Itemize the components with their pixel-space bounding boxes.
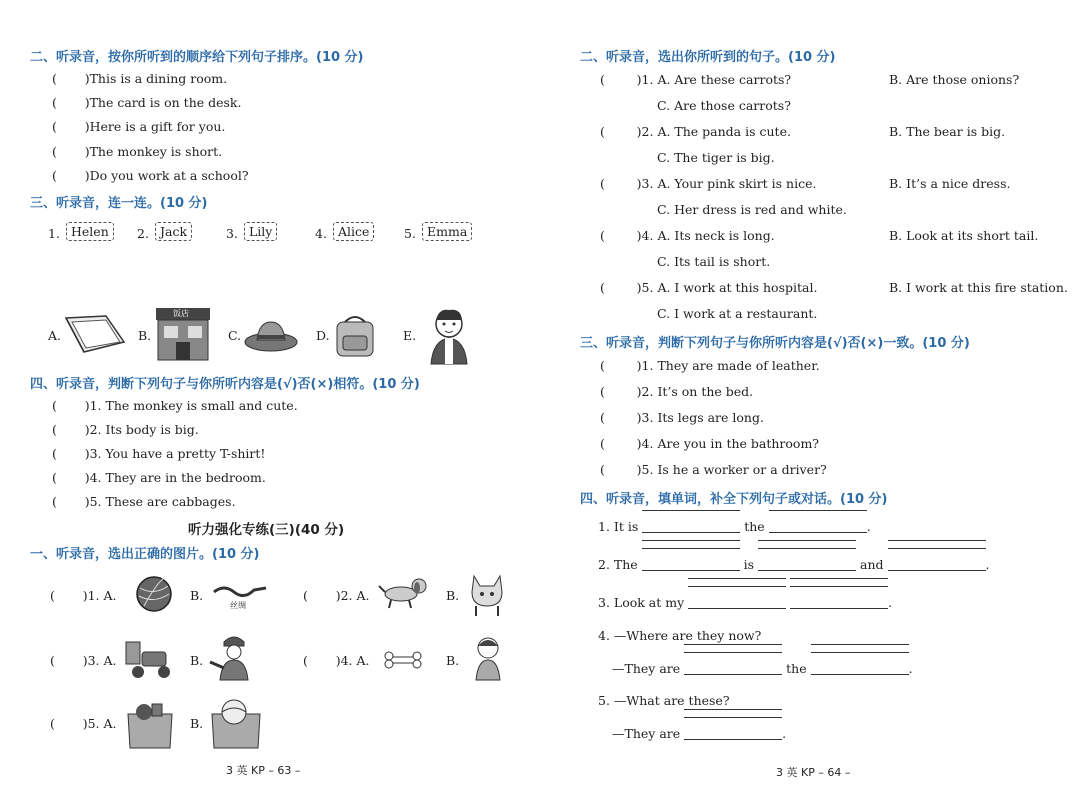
blank-field[interactable] <box>688 594 786 609</box>
choice-row: ( )4. A. Its neck is long. <box>600 228 775 243</box>
name-box-alice: Alice <box>333 222 374 241</box>
name-num: 3. <box>226 226 238 241</box>
firefighter-icon <box>208 632 262 686</box>
pic-label: B. <box>138 328 152 343</box>
name-num: 1. <box>48 226 60 241</box>
list-item: ( )5. These are cabbages. <box>52 494 236 509</box>
left-section-2-title: 二、听录音，按你所听到的顺序给下列句子排序。(10 分) <box>30 50 364 65</box>
choice-item: ( )4. A. <box>303 653 370 668</box>
option-b-label: B. <box>190 716 204 731</box>
left-section-4-title: 四、听录音，判断下列句子与你所听内容是(√)否(×)相符。(10 分) <box>30 377 420 392</box>
backpack-icon <box>331 312 379 358</box>
blank-field[interactable] <box>790 594 888 609</box>
cat-icon <box>466 570 508 618</box>
page-footer-left: 3 英 KP – 63 – <box>226 764 301 777</box>
blank-field[interactable] <box>684 725 782 740</box>
option-b-label: B. <box>190 653 204 668</box>
choice-item: ( )5. A. <box>50 716 117 731</box>
box-with-items-icon <box>124 700 176 750</box>
fill-blank-3: 3. Look at my . <box>598 595 893 610</box>
name-box-jack: Jack <box>155 222 192 241</box>
list-item: ( )2. It’s on the bed. <box>600 384 754 399</box>
pic-label: A. <box>48 328 62 343</box>
choice-row: ( )3. A. Your pink skirt is nice. <box>600 176 817 191</box>
list-item: ( )4. They are in the bedroom. <box>52 470 266 485</box>
box-with-ball-icon <box>208 696 264 750</box>
blank-field[interactable] <box>758 556 856 571</box>
choice-item: ( )3. A. <box>50 653 117 668</box>
option-b: B. Are those onions? <box>889 72 1020 87</box>
silk-caption: 丝绸 <box>230 601 246 610</box>
option-c: C. Its tail is short. <box>657 254 771 269</box>
blank-field[interactable] <box>769 518 867 533</box>
list-item: ( )The card is on the desk. <box>52 95 242 110</box>
dog-icon <box>377 574 431 610</box>
fill-blank-1: 1. It is the . <box>598 519 871 534</box>
pic-label: C. <box>228 328 242 343</box>
option-b-label: B. <box>446 653 460 668</box>
fill-blank-4: —They are the . <box>612 661 913 676</box>
list-item: ( )Here is a gift for you. <box>52 119 226 134</box>
option-b: B. It’s a nice dress. <box>889 176 1011 191</box>
name-num: 5. <box>404 226 416 241</box>
list-item: ( )5. Is he a worker or a driver? <box>600 462 827 477</box>
hat-icon <box>243 318 299 354</box>
name-num: 4. <box>315 226 327 241</box>
list-item: ( )4. Are you in the bathroom? <box>600 436 820 451</box>
blank-field[interactable] <box>684 660 782 675</box>
right-section-2-title: 二、听录音，选出你所听到的句子。(10 分) <box>580 50 836 65</box>
left-section-1-title: 一、听录音，选出正确的图片。(10 分) <box>30 547 260 562</box>
option-c: C. Her dress is red and white. <box>657 202 847 217</box>
right-page <box>540 0 1080 810</box>
left-section-3-title: 三、听录音，连一连。(10 分) <box>30 196 208 211</box>
name-box-lily: Lily <box>244 222 277 241</box>
option-b: B. Look at its short tail. <box>889 228 1039 243</box>
fill-blank-5: —They are . <box>612 726 787 741</box>
option-c: C. I work at a restaurant. <box>657 306 818 321</box>
choice-item: ( )1. A. <box>50 588 117 603</box>
right-section-4-title: 四、听录音，填单词，补全下列句子或对话。(10 分) <box>580 492 888 507</box>
girl-icon <box>470 634 506 686</box>
name-box-emma: Emma <box>422 222 472 241</box>
fill-blank-2: 2. The is and . <box>598 557 990 572</box>
option-b-label: B. <box>446 588 460 603</box>
choice-row: ( )5. A. I work at this hospital. <box>600 280 818 295</box>
option-b: B. I work at this fire station. <box>889 280 1068 295</box>
bone-icon <box>382 650 424 670</box>
page-footer-right: 3 英 KP – 64 – <box>776 766 851 779</box>
name-num: 2. <box>137 226 149 241</box>
silk-ribbon-icon <box>212 582 268 598</box>
right-section-3-title: 三、听录音，判断下列句子与你所听内容是(√)否(×)一致。(10 分) <box>580 336 970 351</box>
blank-field[interactable] <box>888 556 986 571</box>
open-card-icon <box>62 312 128 356</box>
list-item: ( )This is a dining room. <box>52 71 228 86</box>
choice-row: ( )2. A. The panda is cute. <box>600 124 791 139</box>
pic-label: D. <box>316 328 330 343</box>
choice-item: ( )2. A. <box>303 588 370 603</box>
option-c: C. Are those carrots? <box>657 98 791 113</box>
blank-field[interactable] <box>642 556 740 571</box>
question-4-prompt: 4. —Where are they now? <box>598 628 762 643</box>
delivery-scooter-icon <box>124 638 176 680</box>
blank-field[interactable] <box>811 660 909 675</box>
list-item: ( )The monkey is short. <box>52 144 223 159</box>
question-5-prompt: 5. —What are these? <box>598 693 730 708</box>
list-item: ( )2. Its body is big. <box>52 422 199 437</box>
unit-title: 听力强化专练(三)(40 分) <box>188 522 345 538</box>
yarn-ball-icon <box>134 574 174 614</box>
list-item: ( )3. Its legs are long. <box>600 410 764 425</box>
list-item: ( )3. You have a pretty T-shirt! <box>52 446 266 461</box>
list-item: ( )1. The monkey is small and cute. <box>52 398 298 413</box>
option-c: C. The tiger is big. <box>657 150 775 165</box>
option-b: B. The bear is big. <box>889 124 1006 139</box>
name-box-helen: Helen <box>66 222 114 241</box>
choice-row: ( )1. A. Are these carrots? <box>600 72 792 87</box>
pic-label: E. <box>403 328 417 343</box>
option-b-label: B. <box>190 588 204 603</box>
list-item: ( )1. They are made of leather. <box>600 358 820 373</box>
worker-man-icon <box>425 304 473 366</box>
shop-sign-text: 饭店 <box>173 309 189 318</box>
blank-field[interactable] <box>642 518 740 533</box>
list-item: ( )Do you work at a school? <box>52 168 249 183</box>
